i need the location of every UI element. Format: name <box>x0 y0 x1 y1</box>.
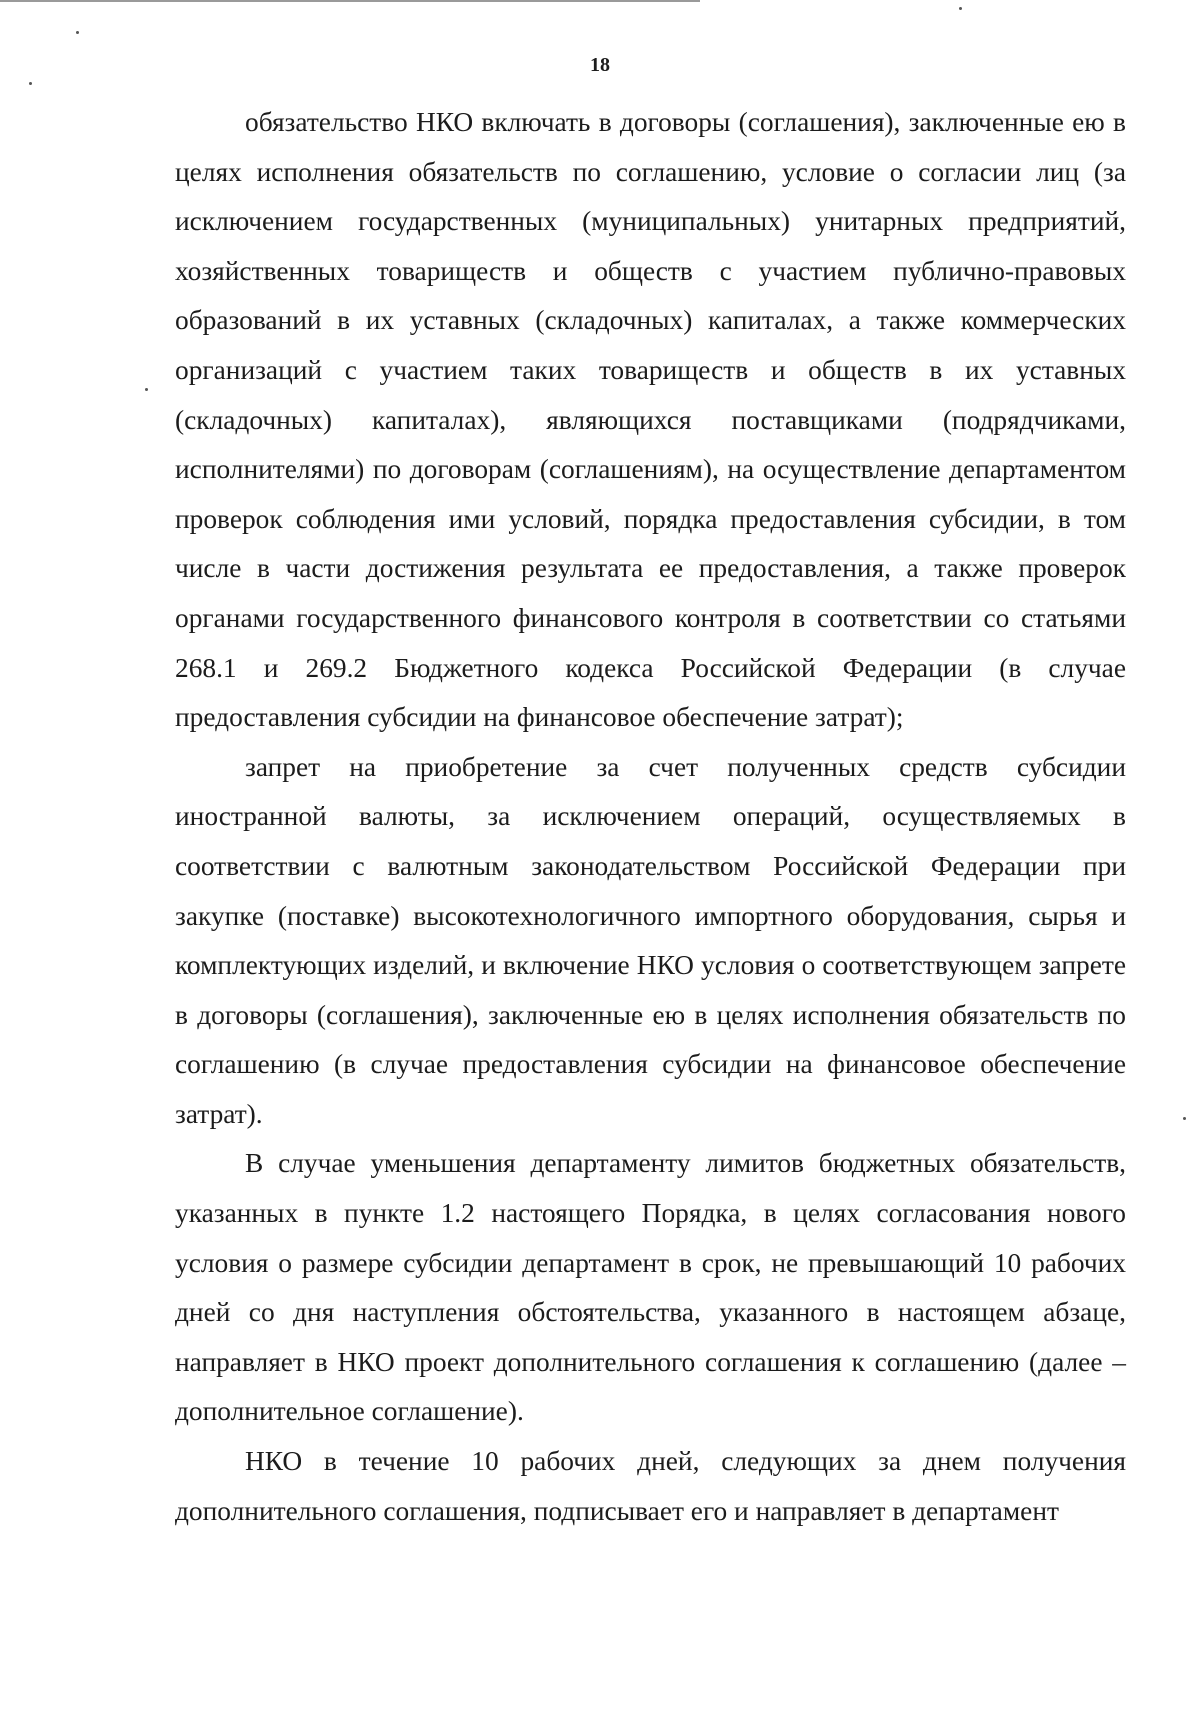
paragraph-nko-contract-obligation: обязательство НКО включать в договоры (соглашения), заключенные ею в целях исполнения обязательств по соглашению, условие о согласии лиц (за исключением государственных (муниципальных) унитарных предприятий, хозяйственных товариществ и обществ с участием публично-правовых образований в их уставных (складочных) капиталах, а также коммерческих организаций с участием таких товариществ и обществ в их уставных (складочных) капиталах), являющихся поставщиками (подрядчиками, исполнителями) по договорам (соглашениям), на осуществление департаментом проверок соблюдения ими условий, порядка предоставления субсидии, в том числе в части достижения результата ее предоставления, а также проверок органами государственного финансового контроля в соответствии со статьями 268.1 и 269.2 Бюджетного кодекса Российской Федерации (в случае предоставления субсидии на финансовое обеспечение затрат); <box>175 107 1126 733</box>
scan-speck <box>1183 1117 1186 1120</box>
scan-top-edge <box>0 0 700 2</box>
paragraph-nko-signing-deadline: НКО в течение 10 рабочих дней, следующих за днем получения дополнительного соглашения, подписывает его и направляет в департамент <box>175 1446 1126 1526</box>
document-body <box>175 98 1126 1536</box>
scan-speck <box>76 31 79 34</box>
scan-speck <box>29 82 32 85</box>
scan-speck <box>959 7 962 10</box>
scan-speck <box>145 388 148 391</box>
page-number: 18 <box>590 54 610 76</box>
paragraph-budget-limit-reduction: В случае уменьшения департаменту лимитов бюджетных обязательств, указанных в пункте 1.2 настоящего Порядка, в целях согласования нового условия о размере субсидии департамент в срок, не превышающий 10 рабочих дней со дня наступления обстоятельства, указанного в настоящем абзаце, направляет в НКО проект дополнительного соглашения к соглашению (далее – дополнительное соглашение). <box>175 1148 1126 1427</box>
paragraph-currency-purchase-ban: запрет на приобретение за счет полученных средств субсидии иностранной валюты, за исключением операций, осуществляемых в соответствии с валютным законодательством Российской Федерации при закупке (поставке) высокотехнологичного импортного оборудования, сырья и комплектующих изделий, и включение НКО условия о соответствующем запрете в договоры (соглашения), заключенные ею в целях исполнения обязательств по соглашению (в случае предоставления субсидии на финансовое обеспечение затрат). <box>175 751 1126 1129</box>
